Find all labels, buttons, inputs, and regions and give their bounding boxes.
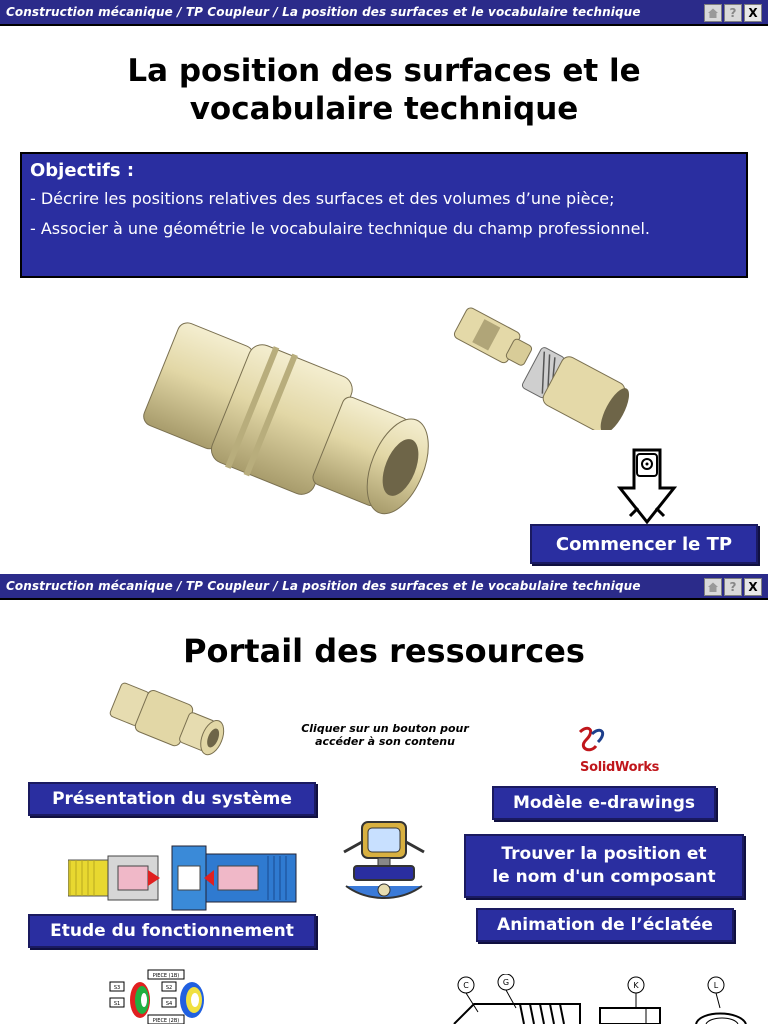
start-tp-button[interactable]: Commencer le TP xyxy=(530,524,758,564)
solidworks-logo-text: SolidWorks xyxy=(580,760,660,775)
surface-label-s1: S1 xyxy=(113,1001,121,1007)
coupler-render xyxy=(140,300,450,555)
breadcrumb: Construction mécanique / TP Coupleur / La position des surfaces et le vocabulaire technique xyxy=(6,5,641,19)
surface-label-s4: S4 xyxy=(165,1001,173,1007)
edrawings-button[interactable]: Modèle e-drawings xyxy=(492,786,716,820)
piece-label-1: PIECE (1B) xyxy=(152,973,180,979)
nav-buttons xyxy=(704,578,762,596)
down-arrow-icon xyxy=(616,448,678,526)
title-bar xyxy=(0,574,768,600)
callout-k: K xyxy=(633,981,639,990)
instruction-text: Cliquer sur un bouton pour accéder à son contenu xyxy=(301,722,469,748)
surface-label-s2: S2 xyxy=(165,985,173,991)
close-button[interactable]: X xyxy=(744,578,762,596)
objective-2: - Associer à une géométrie le vocabulaire technique du champ professionnel. xyxy=(30,219,650,238)
home-button[interactable] xyxy=(704,578,722,596)
operation-study-button[interactable]: Etude du fonctionnement xyxy=(28,914,316,948)
callout-g: G xyxy=(502,978,510,987)
help-button[interactable]: ? xyxy=(724,4,742,22)
home-button[interactable] xyxy=(704,4,722,22)
slide-portail xyxy=(0,574,768,1024)
home-icon xyxy=(707,7,719,19)
coupler-thumbnail xyxy=(108,680,240,760)
find-component-line-2: le nom d'un composant xyxy=(492,867,716,887)
home-icon xyxy=(707,581,719,593)
page-title: Portail des ressources xyxy=(183,632,585,670)
nav-buttons xyxy=(704,4,762,22)
find-component-line-1: Trouver la position et xyxy=(501,844,707,864)
presentation-button[interactable]: Présentation du système xyxy=(28,782,316,816)
surface-label-s3: S3 xyxy=(113,985,121,991)
breadcrumb: Construction mécanique / TP Coupleur / La position des surfaces et le vocabulaire technique xyxy=(6,579,641,593)
surface-diagram xyxy=(104,968,224,1024)
sectional-view-render xyxy=(68,840,300,916)
objectives-heading: Objectifs : xyxy=(30,160,135,181)
objective-1: - Décrire les positions relatives des surfaces et des volumes d’une pièce; xyxy=(30,189,615,208)
technical-drawing xyxy=(450,974,760,1024)
computer-mascot-icon xyxy=(338,816,430,908)
objectives-box xyxy=(20,152,748,278)
piece-label-2: PIECE (2B) xyxy=(152,1018,180,1024)
callout-c: C xyxy=(463,981,469,990)
title-bar xyxy=(0,0,768,26)
callout-l: L xyxy=(713,981,719,990)
help-button[interactable]: ? xyxy=(724,578,742,596)
title-line-2: vocabulaire technique xyxy=(189,91,579,127)
title-line-1: La position des surfaces et le xyxy=(127,53,641,89)
find-component-button[interactable] xyxy=(464,834,744,898)
close-button[interactable]: X xyxy=(744,4,762,22)
exploded-animation-button[interactable]: Animation de l’éclatée xyxy=(476,908,734,942)
exploded-view-render xyxy=(446,305,631,430)
page-title xyxy=(0,52,768,128)
